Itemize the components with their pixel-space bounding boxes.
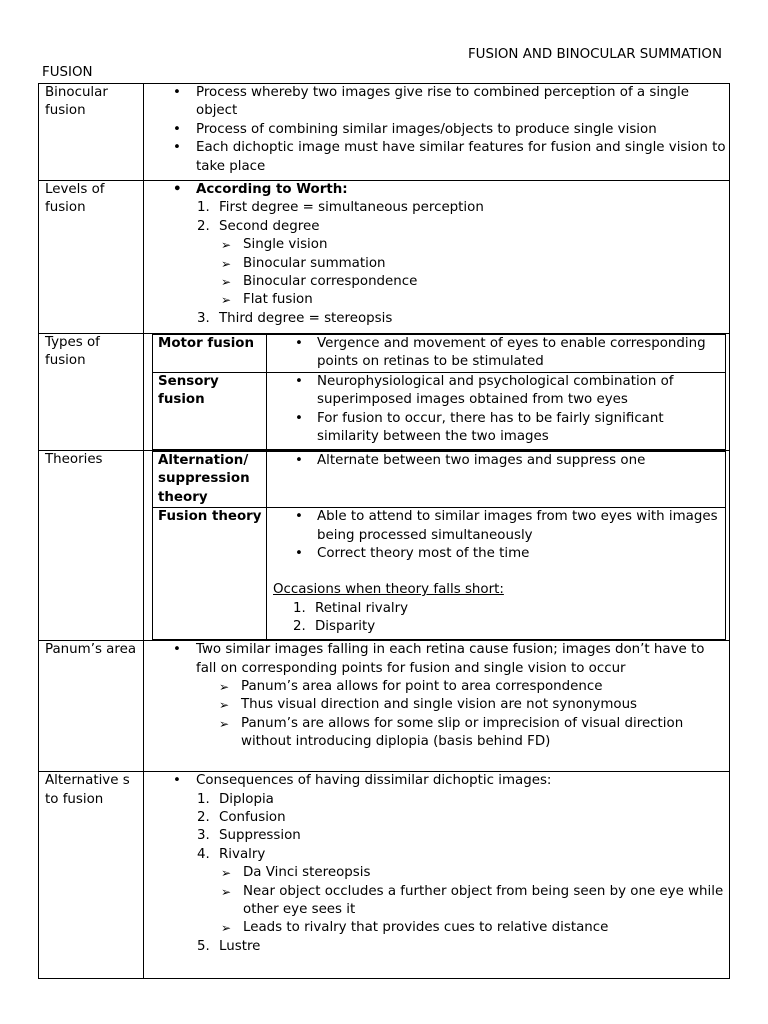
item-text: Suppression (219, 828, 301, 844)
numbered-list (144, 199, 729, 328)
bullet-list (267, 452, 725, 470)
row-label: Binocular fusion (39, 84, 144, 181)
list-item (197, 199, 729, 217)
bullet-list (267, 335, 725, 372)
list-item: ➢ Binocular correspondence (243, 273, 729, 291)
list-item (197, 809, 729, 827)
list-item: ➢ Panum’s are allows for some slip or imprecision of visual direction without introducing diplopia (basis behind FD) (241, 715, 729, 752)
row-label: Alternative s to fusion (39, 772, 144, 979)
subtable-row (153, 373, 726, 450)
bullet-list (144, 641, 729, 678)
subtable-label: Sensory fusion (153, 373, 267, 450)
list-item: • Able to attend to similar images from two eyes with images being processed simultaneously (317, 508, 725, 545)
subtable-row (153, 335, 726, 373)
occasions-heading: Occasions when theory falls short: (273, 582, 504, 598)
notes-table (38, 83, 730, 979)
list-item: ➢ Panum’s area allows for point to area correspondence (241, 678, 729, 696)
item-text: First degree = simultaneous perception (219, 200, 484, 216)
list-heading: • According to Worth: (196, 181, 729, 199)
subtable-content (267, 508, 726, 640)
numbered-list (144, 791, 729, 957)
subtable-label: Alternation/ suppression theory (153, 452, 267, 508)
subtable-row (153, 508, 726, 640)
row-content (144, 451, 730, 641)
list-item: ➢ Thus visual direction and single vision are not synonymous (241, 696, 729, 714)
row-theories (39, 451, 730, 641)
row-types-of-fusion (39, 334, 730, 451)
item-number: 1. (197, 200, 210, 216)
subtable-row (153, 452, 726, 508)
item-text: Rivalry (219, 846, 266, 862)
item-number: 1. (197, 791, 210, 807)
arrow-list (219, 864, 729, 938)
item-text: Third degree = stereopsis (219, 310, 393, 326)
row-alternatives-to-fusion (39, 772, 730, 979)
bullet-list (144, 84, 729, 176)
list-item: • Two similar images falling in each retina cause fusion; images don’t have to fall on corresponding points for fusion and single vision to occur (196, 641, 729, 678)
subtable-content (267, 373, 726, 450)
list-item: • Correct theory most of the time (317, 545, 725, 563)
list-item: • Process whereby two images give rise to combined perception of a single object (196, 84, 729, 121)
list-item (293, 600, 725, 618)
item-number: 2. (197, 218, 210, 234)
row-label: Levels of fusion (39, 181, 144, 334)
list-item: ➢ Single vision (243, 236, 729, 254)
list-item: • Consequences of having dissimilar dichoptic images: (196, 772, 729, 790)
row-levels-of-fusion (39, 181, 730, 334)
subtable-label: Fusion theory (153, 508, 267, 640)
list-item (293, 618, 725, 636)
item-text: Lustre (219, 938, 261, 954)
list-item: • Vergence and movement of eyes to enable corresponding points on retinas to be stimulated (317, 335, 725, 372)
numbered-list (267, 600, 725, 637)
row-label: Types of fusion (39, 334, 144, 451)
row-content (144, 641, 730, 772)
section-title: FUSION (42, 65, 93, 80)
list-item (197, 791, 729, 809)
document-title: FUSION AND BINOCULAR SUMMATION (467, 47, 722, 62)
bullet-list (267, 508, 725, 563)
item-number: 3. (197, 310, 210, 326)
list-item (197, 310, 729, 328)
row-content (144, 84, 730, 181)
types-subtable (152, 334, 726, 450)
subtable-content (267, 452, 726, 508)
list-item: ➢ Near object occludes a further object from being seen by one eye while other eye sees it (243, 883, 729, 920)
item-text: Diplopia (219, 791, 274, 807)
list-item: ➢ Binocular summation (243, 255, 729, 273)
item-text: Confusion (219, 810, 286, 826)
item-number: 3. (197, 828, 210, 844)
list-item: ➢ Da Vinci stereopsis (243, 864, 729, 882)
row-content (144, 334, 730, 451)
list-item: • Each dichoptic image must have similar features for fusion and single vision to take place (196, 139, 729, 176)
list-item: ➢ Leads to rivalry that provides cues to relative distance (243, 919, 729, 937)
theories-subtable (152, 451, 726, 640)
list-item: • Process of combining similar images/objects to produce single vision (196, 121, 729, 139)
item-text: Disparity (315, 619, 376, 635)
row-content (144, 181, 730, 334)
subtable-label: Motor fusion (153, 335, 267, 373)
row-binocular-fusion (39, 84, 730, 181)
list-item: • For fusion to occur, there has to be fairly significant similarity between the two images (317, 410, 725, 447)
list-item: • Neurophysiological and psychological combination of superimposed images obtained from two eyes (317, 373, 725, 410)
list-item: ➢ Flat fusion (243, 291, 729, 309)
item-number: 1. (293, 600, 306, 616)
item-number: 2. (197, 810, 210, 826)
item-number: 5. (197, 938, 210, 954)
bullet-list (267, 373, 725, 447)
row-panums-area (39, 641, 730, 772)
subtable-content (267, 335, 726, 373)
list-item (197, 846, 729, 938)
list-item (197, 938, 729, 956)
list-item: • Alternate between two images and suppress one (317, 452, 725, 470)
row-label: Theories (39, 451, 144, 641)
item-text: Retinal rivalry (315, 600, 409, 616)
bullet-list (144, 181, 729, 199)
item-number: 2. (293, 619, 306, 635)
bullet-list (144, 772, 729, 790)
item-text: Second degree (219, 218, 320, 234)
item-number: 4. (197, 846, 210, 862)
list-item (197, 218, 729, 310)
row-content (144, 772, 730, 979)
arrow-list (219, 236, 729, 310)
list-item (197, 827, 729, 845)
row-label: Panum’s area (39, 641, 144, 772)
arrow-list (144, 678, 729, 752)
